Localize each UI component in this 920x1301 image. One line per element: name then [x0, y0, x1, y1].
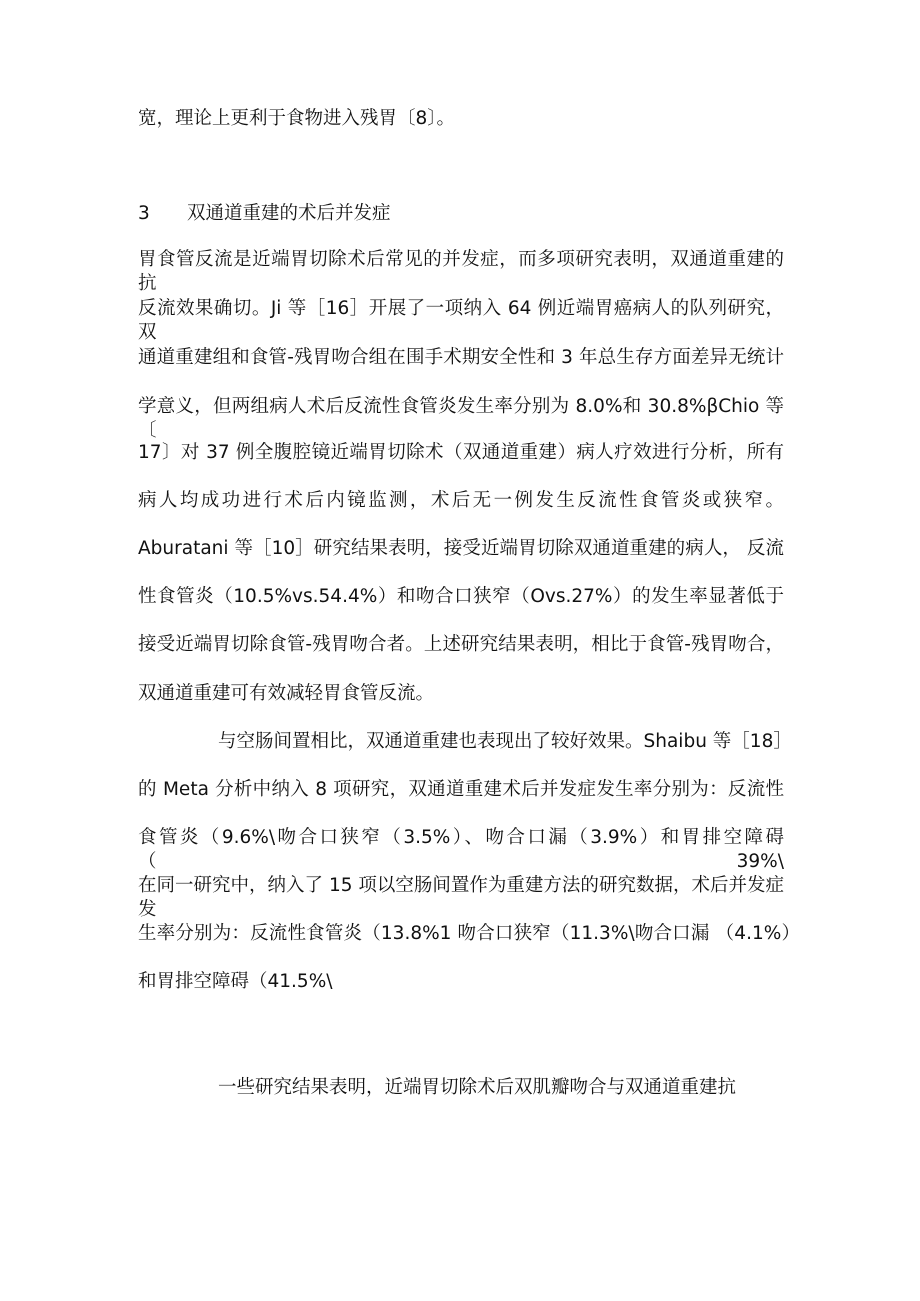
paragraph-line: 的 Meta 分析中纳入 8 项研究，双通道重建术后并发症发生率分别为：反流性: [138, 779, 784, 800]
paragraph-line: 胃食管反流是近端胃切除术后常见的并发症，而多项研究表明，双通道重建的抗: [138, 249, 784, 294]
section-number: 3: [138, 203, 150, 224]
paragraph-line: 病人均成功进行术后内镜监测，术后无一例发生反流性食管炎或狭窄。: [138, 490, 784, 511]
paragraph-line: Aburatani 等［10］研究结果表明，接受近端胃切除双通道重建的病人， 反流: [138, 538, 784, 559]
paragraph-line: 与空肠间置相比，双通道重建也表现出了较好效果。Shaibu 等［18］: [218, 731, 792, 752]
section-title: 双通道重建的术后并发症: [187, 203, 391, 224]
paragraph-double-flap: 一些研究结果表明，近端胃切除术后双肌瓣吻合与双通道重建抗: [218, 1077, 737, 1098]
paragraph-line: 学意义，但两组病人术后反流性食管炎发生率分别为 8.0%和 30.8%βChio 等〔: [138, 396, 784, 441]
paragraph-line: 双通道重建可有效减轻胃食管反流。: [138, 683, 435, 704]
paragraph-line: 通道重建组和食管-残胃吻合组在围手术期安全性和 3 年总生存方面差异无统计: [138, 347, 784, 368]
paragraph-line: 在同一研究中，纳入了 15 项以空肠间置作为重建方法的研究数据，术后并发症发: [138, 875, 784, 920]
paragraph-line: 性食管炎（10.5%vs.54.4%）和吻合口狭窄（Ovs.27%）的发生率显著低于: [138, 586, 784, 607]
paragraph-line: 生率分别为：反流性食管炎（13.8%1 吻合口狭窄（11.3%\吻合口漏 （4.1%）: [138, 923, 800, 944]
paragraph-line: 17〕对 37 例全腹腔镜近端胃切除术（双通道重建）病人疗效进行分析，所有: [138, 442, 784, 463]
continuation-line: 宽，理论上更利于食物进入残胃〔8〕。: [138, 108, 456, 129]
paragraph-line: 食管炎（9.6%\吻合口狭窄（3.5%）、吻合口漏（3.9%）和胃排空障碍（39%\: [138, 827, 784, 872]
paragraph-line: 接受近端胃切除食管-残胃吻合者。上述研究结果表明，相比于食管-残胃吻合，: [138, 634, 784, 655]
paragraph-line: 和胃排空障碍（41.5%\: [138, 971, 333, 992]
paragraph-line: 反流效果确切。Ji 等［16］开展了一项纳入 64 例近端胃癌病人的队列研究，双: [138, 298, 784, 343]
